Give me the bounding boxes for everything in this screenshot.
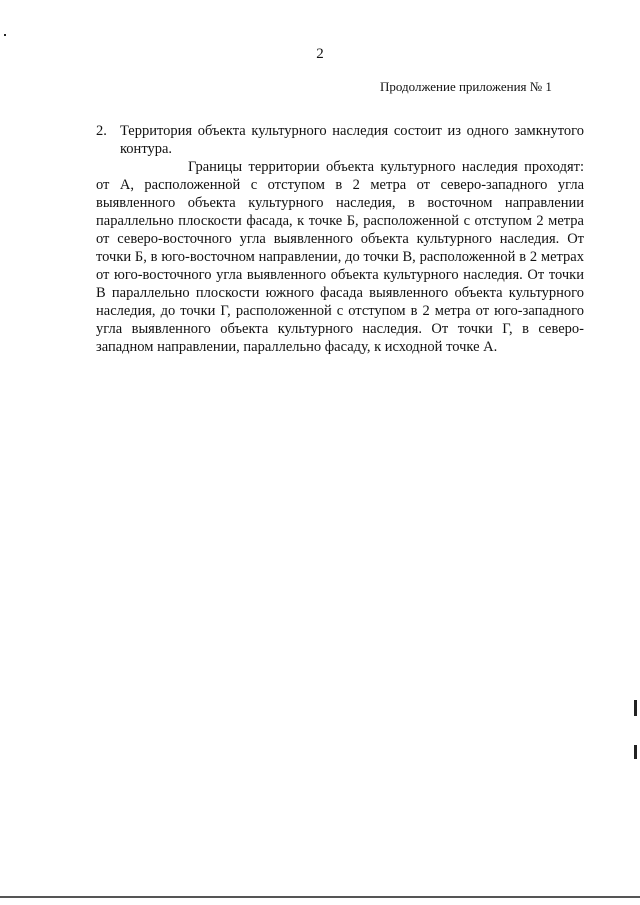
continuation-label: Продолжение приложения № 1 bbox=[380, 79, 552, 94]
scan-mark-right-2 bbox=[634, 745, 637, 759]
scan-mark-left bbox=[4, 34, 6, 36]
list-item-text: Территория объекта культурного наследия состоит из одного замкнутого контура. bbox=[120, 123, 584, 157]
document-body bbox=[96, 122, 584, 356]
scan-edge-bottom bbox=[0, 896, 640, 898]
list-item bbox=[96, 122, 584, 158]
list-item-number: 2. bbox=[96, 123, 107, 139]
page-number: 2 bbox=[316, 46, 324, 62]
scan-mark-right-1 bbox=[634, 700, 637, 716]
boundary-description: Границы территории объекта культурного наследия проходят: от А, расположенной с отступом в 2 метра от северо-западного угла выявленного объекта культурного наследия, в восточном направлении параллельно плоскости фасада, к точке Б, расположенной с отступом 2 метра от северо-восточного угла выявленного объекта культурного наследия. От точки Б, в юго-восточном направлении, до точки В, расположенной в 2 метрах от юго-восточного угла выявленного объекта культурного наследия. От точки В параллельно плоскости южного фасада выявленного объекта культурного наследия, до точки Г, расположенной с отступом в 2 метра от юго-западного угла выявленного объекта культурного наследия. От точки Г, в северо-западном направлении, параллельно фасаду, к исходной точке А. bbox=[96, 159, 584, 355]
